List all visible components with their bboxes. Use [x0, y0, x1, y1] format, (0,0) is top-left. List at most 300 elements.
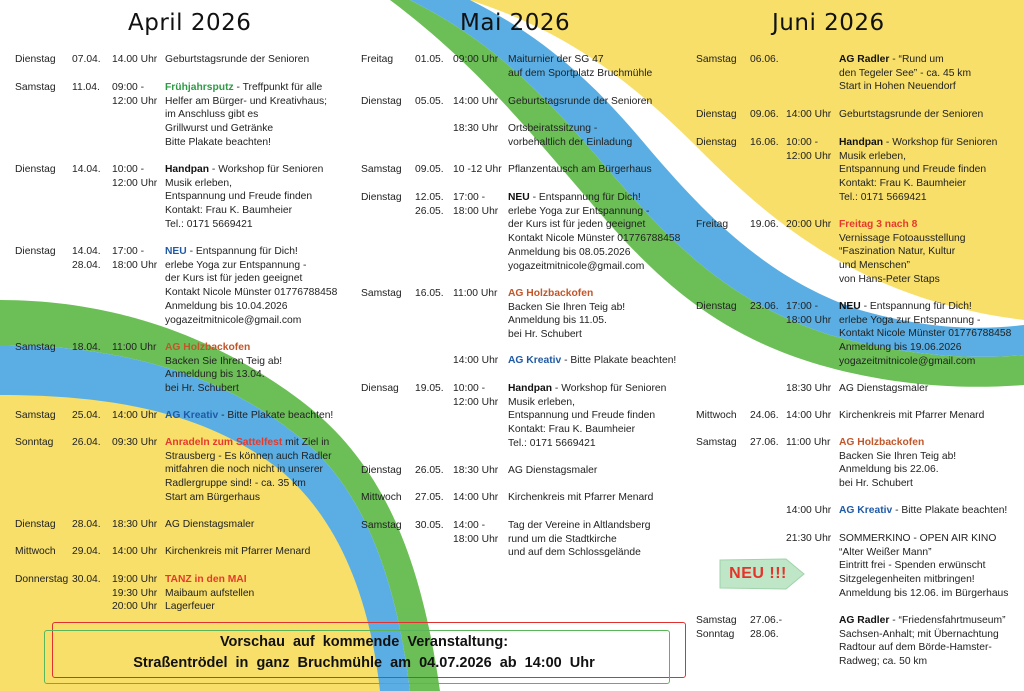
event-weekday: Mittwoch: [361, 492, 402, 503]
event-description: [165, 81, 327, 150]
event-description-line: [508, 519, 651, 533]
event-text: Pflanzentausch am Bürgerhaus: [508, 164, 652, 175]
event-description-line: [839, 450, 956, 464]
event-description-line: [839, 67, 971, 81]
event-date-line: 25.04.: [72, 410, 101, 421]
event-weekday: Dienstag: [15, 519, 56, 530]
event-description-line: [165, 108, 327, 122]
event-description-line: [165, 81, 327, 95]
event-time: [453, 95, 498, 109]
event-text: Anmeldung bis 19.06.2026: [839, 342, 962, 354]
event-time-line: 12:00 Uhr: [453, 396, 499, 408]
event-date-line: 24.06.: [750, 410, 779, 421]
month-title: Juni 2026: [772, 10, 885, 36]
event-description: [165, 163, 323, 232]
event-text: Geburtstagsrunde der Senioren: [165, 54, 310, 65]
event-date: [72, 81, 100, 95]
event-description-line: [839, 614, 1006, 628]
event-time-line: 18:30 Uhr: [453, 123, 499, 134]
event-time: [786, 300, 831, 327]
event-weekday: Dienstag: [696, 109, 737, 120]
event-date-line: 28.04.: [72, 259, 101, 271]
event-description-line: [508, 122, 632, 136]
event-text: - Entspannung für Dich!: [186, 246, 298, 257]
event-text: Kontakt Nicole Münster 01776788458: [508, 233, 681, 245]
event-highlight: Handpan: [165, 164, 210, 175]
event-time-line: 12:00 Uhr: [112, 95, 158, 107]
event-description-line: [508, 382, 666, 396]
event-time: [453, 287, 497, 301]
event-description: [508, 53, 652, 80]
event-text: Entspannung und Freude finden: [165, 191, 313, 203]
event-time: [112, 163, 157, 190]
event-time-line: 14:00 Uhr: [786, 109, 832, 120]
event-text: den Tegeler See” - ca. 45 km: [839, 67, 972, 79]
event-highlight: Freitag 3 nach 8: [839, 219, 918, 230]
event-time-line: 10 -12 Uhr: [453, 164, 502, 175]
event-time: [786, 409, 831, 423]
event-description-line: [165, 436, 332, 450]
event-date: [415, 491, 444, 505]
event-text: Anmeldung bis 12.06. im Bürgerhaus: [839, 587, 1009, 599]
event-text: Helfer am Bürger- und Kreativhaus;: [165, 95, 327, 107]
event-highlight: Handpan: [839, 137, 884, 148]
event-text: - Bitte Plakate beachten!: [561, 355, 677, 366]
event-text: Kirchenkreis mit Pfarrer Menard: [839, 410, 985, 421]
event-time-line: 18:30 Uhr: [786, 383, 832, 394]
event-description-line: [165, 545, 310, 559]
event-date-line: 06.06.: [750, 54, 779, 65]
event-description: [839, 136, 997, 205]
event-text: bei Hr. Schubert: [165, 383, 239, 395]
event-text: Kontakt Nicole Münster 01776788458: [839, 328, 1012, 340]
event-text: AG Dienstagsmaler: [508, 465, 598, 476]
event-time: [453, 464, 498, 478]
event-description-line: [508, 287, 625, 301]
event-description-line: [508, 53, 652, 67]
event-highlight: AG Radler: [839, 615, 890, 626]
event-time-line: 18:00 Uhr: [786, 314, 832, 326]
event-description-line: [165, 463, 332, 477]
month-title: Mai 2026: [460, 10, 571, 36]
event-date-line: 30.04.: [72, 574, 101, 585]
event-highlight: AG Kreativ: [508, 355, 562, 366]
event-date-line: 23.06.: [750, 301, 779, 312]
event-description: [165, 53, 309, 67]
event-time: [112, 573, 157, 614]
event-date: [72, 53, 101, 67]
event-time-line: 14:00 Uhr: [453, 96, 499, 107]
event-date-line: 14.04.: [72, 164, 101, 175]
event-text: Grillwurst und Getränke: [165, 123, 274, 135]
event-text: Anmeldung bis 08.05.2026: [508, 246, 631, 258]
event-date: [72, 163, 101, 177]
event-time: [453, 382, 498, 409]
event-description: [508, 464, 597, 478]
event-description-line: [508, 246, 680, 260]
event-description-line: [508, 136, 632, 150]
event-text: “Alter Weißer Mann”: [839, 546, 932, 558]
event-text: Kirchenkreis mit Pfarrer Menard: [508, 492, 654, 503]
event-text: - Workshop für Senioren: [209, 164, 324, 175]
event-date-line: 30.05.: [415, 520, 444, 531]
event-text: Tag der Vereine in Altlandsberg: [508, 520, 651, 531]
event-weekday: Samstag: [696, 54, 737, 65]
event-highlight: AG Holzbackofen: [508, 288, 594, 299]
event-description-line: [839, 191, 997, 205]
event-description-line: [839, 655, 1006, 669]
event-description-line: [839, 559, 1008, 573]
event-time: [786, 436, 830, 450]
event-description: [839, 53, 971, 94]
event-description-line: [839, 587, 1008, 601]
event-date: [750, 300, 779, 314]
event-date: [415, 464, 444, 478]
event-time-line: 18:30 Uhr: [112, 519, 158, 530]
event-description-line: [165, 518, 254, 532]
event-text: mitfahren die noch nicht in unserer: [165, 464, 323, 476]
event-description: [839, 504, 1007, 518]
event-date: [415, 95, 444, 109]
event-description-line: [839, 546, 1008, 560]
event-time-line: 10:00 -: [453, 383, 486, 394]
event-time: [786, 504, 831, 518]
event-time: [453, 163, 502, 177]
event-description-line: [508, 205, 680, 219]
event-time-line: 09:00 Uhr: [453, 54, 499, 65]
event-time-line: 20:00 Uhr: [112, 601, 158, 613]
event-date: [750, 136, 779, 150]
event-date-line: 29.04.: [72, 546, 101, 557]
event-description: [839, 532, 1008, 601]
event-text: Bitte Plakate beachten!: [165, 136, 271, 148]
event-highlight: AG Kreativ: [839, 505, 893, 516]
event-description-line: [165, 409, 333, 423]
event-date: [750, 436, 779, 450]
event-description-line: [165, 382, 282, 396]
event-description-line: [839, 355, 1011, 369]
event-description: [508, 191, 680, 273]
event-text: Eintritt frei - Spenden erwünscht: [839, 560, 986, 572]
event-text: Musik erleben,: [508, 396, 575, 408]
event-description-line: [165, 245, 337, 259]
event-weekday: Samstag: [696, 437, 737, 448]
event-description-line: [508, 354, 676, 368]
event-text: auf dem Sportplatz Bruchmühle: [508, 67, 653, 79]
event-description-line: [508, 423, 666, 437]
event-description-line: [839, 573, 1008, 587]
event-time-line: 14.00 Uhr: [112, 54, 158, 65]
event-text: - Workshop für Senioren: [883, 137, 998, 148]
event-description-line: [839, 273, 966, 287]
event-time: [112, 545, 157, 559]
event-time-line: 12:00 Uhr: [112, 177, 158, 189]
event-text: AG Dienstagsmaler: [165, 519, 255, 530]
event-time-line: 18:00 Uhr: [453, 205, 499, 217]
event-date-line: 16.05.: [415, 288, 444, 299]
event-description-line: [839, 341, 1011, 355]
event-text: Vernissage Fotoausstellung: [839, 232, 966, 244]
event-text: und Menschen”: [839, 260, 910, 272]
event-text: Tel.: 0171 5669421: [839, 191, 927, 203]
event-time: [786, 218, 831, 232]
event-time-line: 14:00 Uhr: [112, 546, 158, 557]
event-highlight: NEU: [839, 301, 861, 312]
event-weekday: Dienstag: [15, 246, 56, 257]
event-date-line: 12.05.: [415, 192, 444, 203]
event-description: [508, 287, 625, 342]
event-text: Backen Sie Ihren Teig ab!: [508, 301, 626, 313]
event-description: [165, 409, 333, 423]
event-date: [750, 108, 779, 122]
event-text: Tel.: 0171 5669421: [165, 218, 253, 230]
event-time-line: 11:00 Uhr: [786, 437, 831, 448]
event-text: yogazeitmitnicole@gmail.com: [839, 355, 976, 367]
event-time-line: 14:00 Uhr: [453, 492, 499, 503]
event-time: [112, 409, 157, 423]
event-description-line: [165, 259, 337, 273]
event-description-line: [839, 314, 1011, 328]
event-time-line: 12:00 Uhr: [786, 150, 832, 162]
event-time: [112, 341, 156, 355]
event-description-line: [839, 80, 971, 94]
event-description-line: [508, 218, 680, 232]
event-text: - Workshop für Senioren: [552, 383, 667, 394]
event-time-line: 17:00 -: [112, 246, 145, 257]
event-description: [165, 545, 310, 559]
event-description: [839, 300, 1011, 369]
event-date: [72, 545, 101, 559]
event-weekday: Samstag: [15, 82, 56, 93]
event-date-line: 01.05.: [415, 54, 444, 65]
event-description-line: [165, 600, 254, 614]
event-weekday: Samstag: [361, 520, 402, 531]
event-date: [72, 518, 101, 532]
event-description-line: [839, 108, 983, 122]
event-description: [165, 436, 332, 505]
event-highlight: AG Kreativ: [165, 410, 219, 421]
event-text: Tel.: 0171 5669421: [508, 437, 596, 449]
event-text: Radweg; ca. 50 km: [839, 656, 928, 668]
event-time-line: 21:30 Uhr: [786, 533, 832, 544]
event-weekday: Dienstag: [361, 96, 402, 107]
event-description: [839, 409, 984, 423]
event-highlight: Anradeln zum Sattelfest: [165, 437, 283, 448]
event-description-line: [839, 477, 956, 491]
event-text: Anmeldung bis 13.04.: [165, 369, 265, 381]
event-description-line: [839, 259, 966, 273]
event-description-line: [839, 628, 1006, 642]
event-date-line: 11.04.: [72, 82, 100, 93]
event-time: [112, 245, 157, 272]
event-text: Lagerfeuer: [165, 601, 215, 613]
event-text: Sachsen-Anhalt; mit Übernachtung: [839, 628, 999, 640]
event-weekday: Dienstag: [15, 164, 56, 175]
event-date: [72, 341, 101, 355]
event-time-line: 18:00 Uhr: [112, 259, 158, 271]
event-description-line: [165, 341, 282, 355]
event-text: der Kurs ist für jeden geeignet: [508, 219, 646, 231]
event-description: [508, 122, 632, 149]
event-description: [165, 341, 282, 396]
event-date: [415, 287, 444, 301]
event-text: von Hans-Peter Staps: [839, 273, 940, 285]
event-date-line: 26.05.: [415, 205, 444, 217]
event-text: Maiturnier der SG 47: [508, 54, 604, 65]
event-weekday: Mittwoch: [696, 410, 737, 421]
event-time-line: 14:00 Uhr: [786, 505, 832, 516]
event-weekday: Dienstag: [361, 465, 402, 476]
event-text: mit Ziel in: [282, 437, 330, 448]
event-time: [453, 53, 498, 67]
event-text: Sitzgelegenheiten mitbringen!: [839, 574, 975, 586]
event-description-line: [839, 504, 1007, 518]
event-weekday: Samstag: [15, 342, 56, 353]
event-weekday: Dienstag: [361, 192, 402, 203]
event-description-line: [508, 67, 652, 81]
event-description-line: [165, 300, 337, 314]
event-description-line: [839, 232, 966, 246]
event-time: [453, 519, 498, 546]
event-description-line: [839, 218, 966, 232]
event-time: [112, 436, 157, 450]
banner-line-1: Vorschau auf kommende Veranstaltung:: [219, 634, 509, 650]
event-text: Ortsbeiratssitzung -: [508, 123, 598, 134]
event-date-line: 28.06.: [750, 628, 779, 640]
event-text: Radtour auf dem Börde-Hamster-: [839, 642, 992, 654]
event-highlight: NEU: [508, 192, 530, 203]
event-date: [415, 382, 444, 396]
event-weekday: Mittwoch: [15, 546, 56, 557]
event-text: bei Hr. Schubert: [508, 329, 582, 341]
event-text: Backen Sie Ihren Teig ab!: [165, 355, 283, 367]
event-time: [112, 53, 157, 67]
event-date-line: 18.04.: [72, 342, 101, 353]
event-description-line: [165, 218, 323, 232]
event-text: erlebe Yoga zur Entspannung -: [165, 259, 307, 271]
event-weekday: Samstag Sonntag: [696, 615, 737, 640]
event-highlight: AG Holzbackofen: [839, 437, 925, 448]
preview-banner: [44, 622, 684, 682]
event-description-line: [508, 491, 653, 505]
event-description-line: [839, 163, 997, 177]
event-text: - Entspannung für Dich!: [529, 192, 641, 203]
event-date: [415, 191, 444, 218]
banner-line-2: Straßentrödel in ganz Bruchmühle am 04.07.2026 ab 14:00 Uhr: [133, 655, 595, 671]
event-highlight: NEU: [165, 246, 187, 257]
event-time-line: 19:00 Uhr: [112, 574, 158, 585]
event-description-line: [165, 314, 337, 328]
event-text: Kontakt: Frau K. Baumheier: [508, 424, 636, 436]
event-text: vorbehaltlich der Einladung: [508, 136, 633, 148]
event-time-line: 10:00 -: [786, 137, 819, 148]
event-description: [839, 614, 1006, 669]
event-description-line: [839, 436, 956, 450]
event-description-line: [165, 368, 282, 382]
event-description-line: [508, 95, 652, 109]
event-weekday: Donnerstag: [15, 574, 69, 585]
event-description: [508, 491, 653, 505]
event-text: - Entspannung für Dich!: [860, 301, 972, 312]
event-description-line: [508, 546, 651, 560]
event-description-line: [165, 491, 332, 505]
event-description-line: [839, 245, 966, 259]
event-date: [750, 218, 779, 232]
event-text: Kontakt Nicole Münster 01776788458: [165, 287, 338, 299]
event-date-line: 19.06.: [750, 219, 779, 230]
event-description-line: [839, 53, 971, 67]
event-description-line: [165, 477, 332, 491]
event-date: [750, 409, 779, 423]
event-description-line: [165, 177, 323, 191]
event-description-line: [508, 328, 625, 342]
event-time: [453, 491, 498, 505]
event-weekday: Freitag: [361, 54, 394, 65]
event-time: [786, 382, 831, 396]
month-title: April 2026: [128, 10, 252, 36]
event-time: [453, 354, 498, 368]
event-date-line: 07.04.: [72, 54, 101, 65]
event-description: [508, 163, 652, 177]
event-text: Kontakt: Frau K. Baumheier: [165, 205, 293, 217]
event-weekday: Dienstag: [696, 301, 737, 312]
event-description: [839, 108, 983, 122]
event-description-line: [839, 136, 997, 150]
event-time-line: 14:00 Uhr: [453, 355, 499, 366]
event-text: und auf dem Schlossgelände: [508, 547, 641, 559]
event-description-line: [508, 301, 625, 315]
event-text: im Anschluss gibt es: [165, 109, 259, 121]
event-date-line: 09.05.: [415, 164, 444, 175]
event-description-line: [839, 532, 1008, 546]
event-text: Kontakt: Frau K. Baumheier: [839, 178, 967, 190]
event-description-line: [165, 587, 254, 601]
event-text: Musik erleben,: [839, 150, 906, 162]
event-time-line: 17:00 -: [786, 301, 819, 312]
event-time: [453, 122, 498, 136]
event-date: [72, 245, 101, 272]
event-text: rund um die Stadtkirche: [508, 533, 617, 545]
event-date-line: 16.06.: [750, 137, 779, 148]
event-time: [112, 518, 157, 532]
event-time-line: 11:00 Uhr: [112, 342, 157, 353]
event-date-line: 28.04.: [72, 519, 101, 530]
event-description-line: [165, 450, 332, 464]
event-text: erlebe Yoga zur Entspannung -: [839, 314, 981, 326]
event-text: Kirchenkreis mit Pfarrer Menard: [165, 546, 311, 557]
event-description: [165, 518, 254, 532]
event-description-line: [165, 355, 282, 369]
event-description: [839, 382, 928, 396]
event-text: Anmeldung bis 22.06.: [839, 464, 939, 476]
event-time-line: 18:00 Uhr: [453, 533, 499, 545]
event-weekday: Dienstag: [15, 54, 56, 65]
event-description-line: [508, 314, 625, 328]
event-text: Entspannung und Freude finden: [839, 164, 987, 176]
event-date-line: 19.05.: [415, 383, 444, 394]
event-date-line: 09.06.: [750, 109, 779, 120]
event-date: [72, 436, 101, 450]
event-text: Entspannung und Freude finden: [508, 410, 656, 422]
event-text: - “Friedensfahrtmuseum”: [889, 615, 1006, 626]
event-time-line: 09:00 -: [112, 82, 145, 93]
event-date-line: 26.04.: [72, 437, 101, 448]
event-time-line: 17:00 -: [453, 192, 486, 203]
event-description: [508, 519, 651, 560]
event-text: “Faszination Natur, Kultur: [839, 246, 956, 258]
event-description-line: [165, 272, 337, 286]
event-text: - Treffpunkt für alle: [233, 82, 323, 93]
